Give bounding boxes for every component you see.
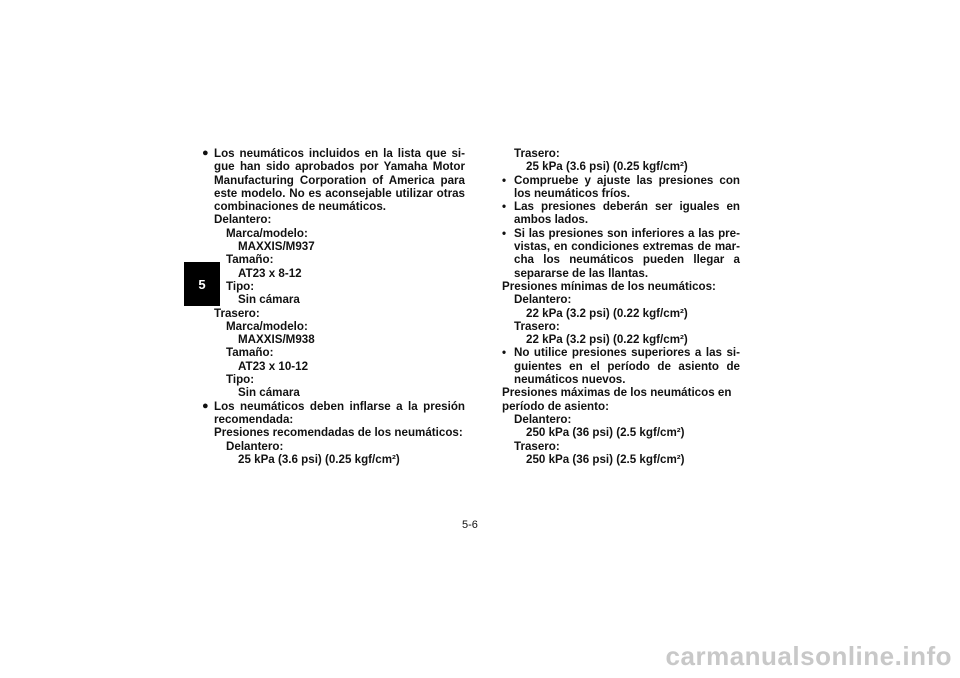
label-front: Delantero:	[214, 213, 272, 227]
round-bullet-icon: ●	[202, 147, 209, 159]
label-type: Tipo:	[226, 279, 255, 293]
title-maximum-pressures-cont: período de asiento:	[502, 399, 609, 413]
label-size: Tamaño:	[226, 253, 274, 267]
left-column	[202, 147, 465, 466]
title-recommended-pressures: Presiones recomendadas de los neumáticos:	[214, 426, 463, 440]
label-front: Delantero:	[514, 293, 572, 307]
value-type: Sin cámara	[238, 293, 300, 307]
bullet-equal-sides: • Las presiones deberán ser iguales en ambos lados.	[502, 200, 740, 227]
bullet-icon: •	[502, 226, 507, 240]
value-max-front: 250 kPa (36 psi) (2.5 kgf/cm²)	[526, 426, 685, 440]
label-size: Tamaño:	[226, 346, 274, 360]
bullet-icon: •	[502, 200, 507, 214]
paragraph-approved-tires: ● Los neumáticos incluidos en la lista que sigue han sido aprobados por Yamaha Motor Manufacturing Corporation of America para este modelo. No es aconsejable utilizar otras combinaciones de neumáticos.	[202, 147, 465, 214]
chapter-number: 5	[198, 276, 206, 292]
paragraph-inflate: ● Los neumáticos deben inflarse a la presión recomendada:	[202, 399, 465, 426]
label-front: Delantero:	[226, 439, 284, 453]
round-bullet-icon: ●	[202, 399, 209, 412]
label-rear: Trasero:	[214, 306, 260, 320]
watermark: carmanualsonline.info	[665, 641, 952, 671]
value-rear-pressure: 25 kPa (3.6 psi) (0.25 kgf/cm²)	[526, 160, 688, 174]
bullet-low-pressure: • Si las presiones son inferiores a las previstas, en condiciones extremas de marcha los neumáticos pueden llegar a separarse de las llantas.	[502, 226, 740, 280]
bullet-check-cold: • Compruebe y ajuste las presiones con los neumáticos fríos.	[502, 173, 740, 200]
page-number: 5-6	[462, 519, 478, 531]
value-max-rear: 250 kPa (36 psi) (2.5 kgf/cm²)	[526, 452, 685, 466]
value-brand-model: MAXXIS/M937	[238, 240, 315, 254]
right-column	[502, 147, 740, 466]
label-brand-model: Marca/modelo:	[226, 226, 308, 240]
label-front: Delantero:	[514, 412, 572, 426]
label-rear: Trasero:	[514, 147, 560, 160]
value-type: Sin cámara	[238, 386, 300, 400]
value-size: AT23 x 8-12	[238, 266, 302, 280]
title-minimum-pressures: Presiones mínimas de los neumáticos:	[502, 279, 716, 293]
label-type: Tipo:	[226, 373, 255, 387]
value-brand-model: MAXXIS/M938	[238, 333, 315, 347]
bullet-icon: •	[502, 346, 507, 360]
value-min-front: 22 kPa (3.2 psi) (0.22 kgf/cm²)	[526, 306, 688, 320]
bullet-icon: •	[502, 173, 507, 187]
value-min-rear: 22 kPa (3.2 psi) (0.22 kgf/cm²)	[526, 333, 688, 347]
title-maximum-pressures: Presiones máximas de los neumáticos en	[502, 386, 732, 400]
label-rear: Trasero:	[514, 319, 560, 333]
label-rear: Trasero:	[514, 439, 560, 453]
bullet-break-in: • No utilice presiones superiores a las siguientes en el período de asiento de neumáticos nuevos.	[502, 346, 740, 387]
value-front-pressure: 25 kPa (3.6 psi) (0.25 kgf/cm²)	[238, 452, 400, 466]
value-size: AT23 x 10-12	[238, 359, 309, 373]
label-brand-model: Marca/modelo:	[226, 319, 308, 333]
